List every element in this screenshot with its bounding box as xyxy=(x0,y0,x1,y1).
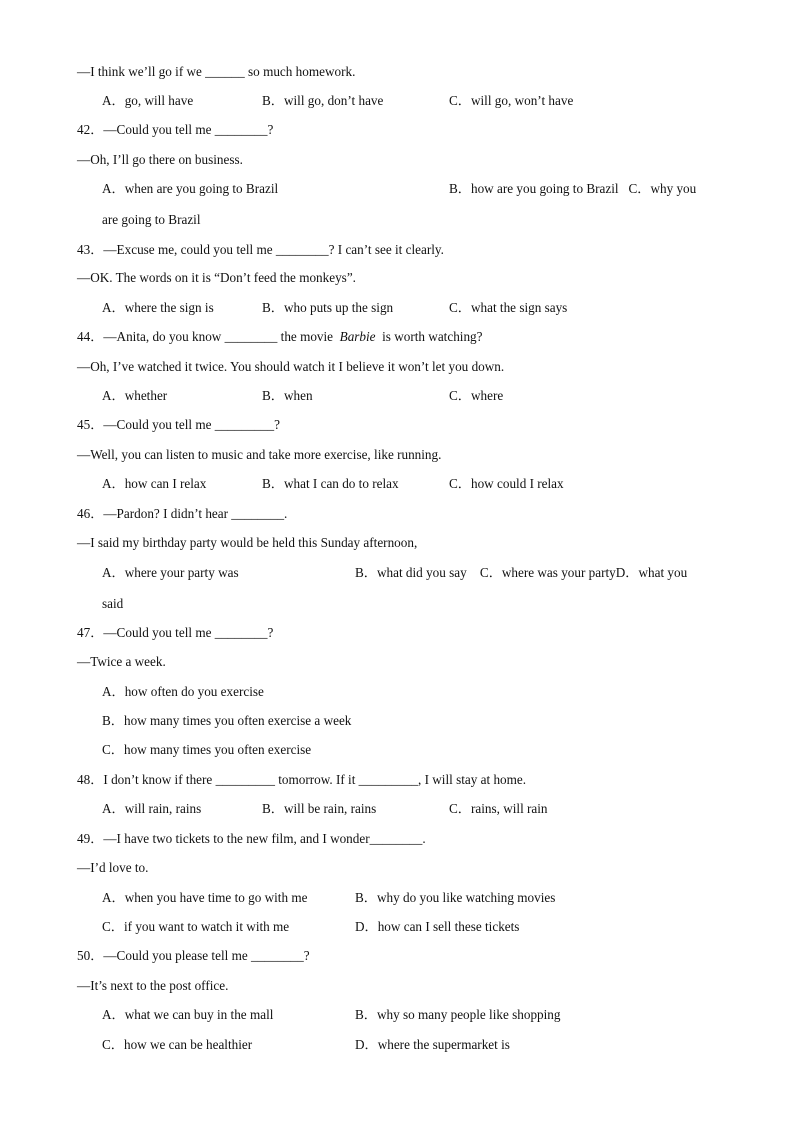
q46-option-d-cont: said xyxy=(102,596,124,611)
q44-option-a: A．whether xyxy=(102,388,168,403)
q44-question xyxy=(77,329,483,345)
q50-option-c: C．how we can be healthier xyxy=(102,1037,253,1052)
q46-reply: —I said my birthday party would be held this Sunday afternoon, xyxy=(77,535,418,550)
q42-option-a: A．when are you going to Brazil xyxy=(102,181,279,196)
q45-option-a: A．how can I relax xyxy=(102,476,207,491)
q42-question: 42．—Could you tell me ________? xyxy=(77,122,274,137)
q43-option-c: C．what the sign says xyxy=(449,300,568,315)
q41-option-b: B．will go, don’t have xyxy=(262,93,384,108)
q45-question: 45．—Could you tell me _________? xyxy=(77,417,280,432)
q44-option-c: C．where xyxy=(449,388,504,403)
q41-option-c: C．will go, won’t have xyxy=(449,93,574,108)
q48-option-c: C．rains, will rain xyxy=(449,801,548,816)
q48-option-a: A．will rain, rains xyxy=(102,801,202,816)
q50-option-a: A．what we can buy in the mall xyxy=(102,1007,274,1022)
q42-option-c-cont: are going to Brazil xyxy=(102,212,201,227)
q49-option-a: A．when you have time to go with me xyxy=(102,890,308,905)
q45-reply: —Well, you can listen to music and take more exercise, like running. xyxy=(77,447,442,462)
q47-reply: —Twice a week. xyxy=(77,654,166,669)
q46-option-bcd: B．what did you say C．where was your partyD．what you xyxy=(355,565,688,580)
q49-option-c: C．if you want to watch it with me xyxy=(102,919,290,934)
q48-question: 48．I don’t know if there _________ tomorrow. If it _________, I will stay at home. xyxy=(77,772,527,787)
q47-option-a: A．how often do you exercise xyxy=(102,684,264,699)
q42-reply: —Oh, I’ll go there on business. xyxy=(77,152,243,167)
q43-question: 43．—Excuse me, could you tell me ________? I can’t see it clearly. xyxy=(77,242,444,257)
q43-option-b: B．who puts up the sign xyxy=(262,300,394,315)
q47-question: 47．—Could you tell me ________? xyxy=(77,625,274,640)
q44-question-start: 44．—Anita, do you know ________ the movie xyxy=(77,329,340,344)
q49-question: 49．—I have two tickets to the new film, and I wonder________. xyxy=(77,831,426,846)
q49-option-b: B．why do you like watching movies xyxy=(355,890,556,905)
q46-question: 46．—Pardon? I didn’t hear ________. xyxy=(77,506,288,521)
q50-option-d: D．where the supermarket is xyxy=(355,1037,510,1052)
q43-option-a: A．where the sign is xyxy=(102,300,214,315)
q44-reply: —Oh, I’ve watched it twice. You should watch it I believe it won’t let you down. xyxy=(77,359,505,374)
q50-option-b: B．why so many people like shopping xyxy=(355,1007,561,1022)
q49-reply: —I’d love to. xyxy=(77,860,149,875)
q44-option-b: B．when xyxy=(262,388,313,403)
q50-question: 50．—Could you please tell me ________? xyxy=(77,948,310,963)
q43-reply: —OK. The words on it is “Don’t feed the monkeys”. xyxy=(77,270,356,285)
q45-option-b: B．what I can do to relax xyxy=(262,476,399,491)
q50-reply: —It’s next to the post office. xyxy=(77,978,229,993)
q46-option-a: A．where your party was xyxy=(102,565,239,580)
q41-dialogue: —I think we’ll go if we ______ so much homework. xyxy=(77,64,356,79)
q49-option-d: D．how can I sell these tickets xyxy=(355,919,520,934)
q47-option-b: B．how many times you often exercise a week xyxy=(102,713,352,728)
q44-question-end: is worth watching? xyxy=(375,329,483,344)
q47-option-c: C．how many times you often exercise xyxy=(102,742,312,757)
q45-option-c: C．how could I relax xyxy=(449,476,564,491)
q42-option-bc: B．how are you going to Brazil C．why you xyxy=(449,181,697,196)
q41-option-a: A．go, will have xyxy=(102,93,194,108)
q44-movie-title: Barbie xyxy=(339,329,376,344)
q48-option-b: B．will be rain, rains xyxy=(262,801,377,816)
